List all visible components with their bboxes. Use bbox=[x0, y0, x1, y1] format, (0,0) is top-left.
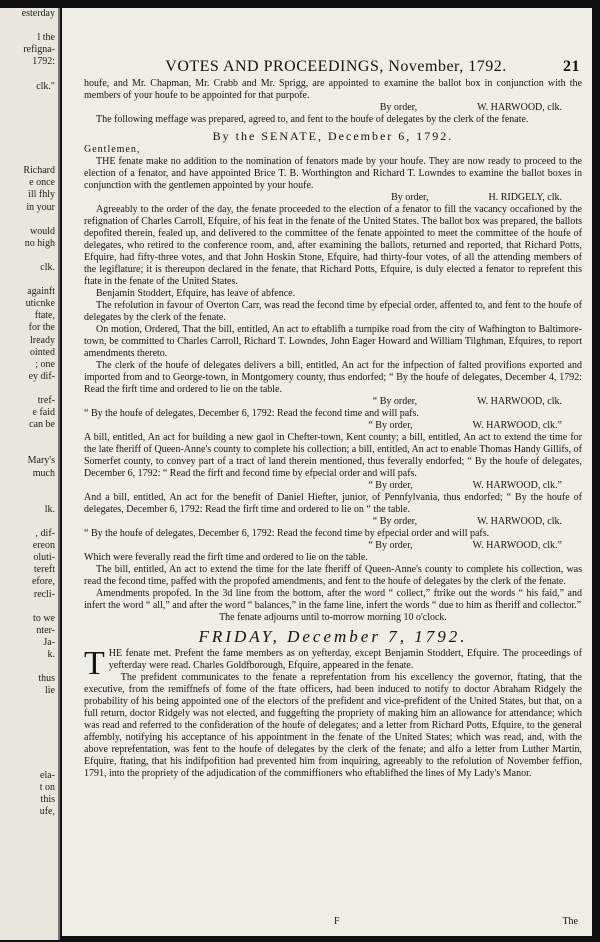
prev-page-fragment: ereon bbox=[32, 540, 55, 552]
signature-name: W. HARWOOD, clk.” bbox=[472, 540, 562, 551]
section-heading: By the SENATE, December 6, 1792. bbox=[212, 129, 454, 143]
prev-page-fragment: much bbox=[32, 467, 55, 479]
adjournment-line: The fenate adjourns until to-morrow morning 10 o'clock. bbox=[219, 612, 447, 623]
prev-page-fragment: Ja- bbox=[43, 636, 55, 648]
paragraph: THE fenate make no addition to the nomination of fenators made by your houfe. They are now ready to proceed to the election of a fenator, and have appointed Brice T. B. Worthington and Richard T. Lowndes to examine the ballot boxes in conjunction with the gentlemen appointed by your houfe. bbox=[84, 156, 582, 191]
day-heading: FRIDAY, December 7, 1792. bbox=[198, 627, 468, 646]
prev-page-fragment bbox=[0, 516, 58, 528]
prev-page-fragment: lready bbox=[30, 334, 55, 346]
prev-page-fragment: k. bbox=[47, 648, 55, 660]
prev-page-fragment bbox=[0, 697, 58, 709]
paragraph: And a bill, entitled, An act for the benefit of Daniel Hiefter, junior, of Pennfylvania, thus endorfed; “ By the houfe of delegates, December 6, 1792: Read the firft time and ordered to lie on “ the table. bbox=[84, 492, 582, 515]
prev-page-fragment: clk. bbox=[40, 261, 55, 273]
signature-label: By order, bbox=[391, 192, 429, 203]
prev-page-fragment: oluti- bbox=[33, 552, 55, 564]
paragraph: The bill, entitled, An act to extend the time for the late fheriff of Queen-Anne's county to complete his collection, was read the fecond time, paffed with the propofed amendments, and fent to the houfe of delegates by the clerk of the fenate. bbox=[84, 564, 582, 587]
page-number: 21 bbox=[563, 58, 580, 75]
prev-page-fragment: refigna- bbox=[23, 44, 55, 56]
prev-page-fragment: thus bbox=[38, 673, 55, 685]
prev-page-fragment: ; one bbox=[35, 358, 55, 370]
prev-page-fragment: no high bbox=[24, 237, 55, 249]
signature-label: “ By order, bbox=[372, 396, 418, 407]
catchword: The bbox=[562, 916, 578, 927]
prev-page-fragment bbox=[0, 492, 58, 504]
prev-page-fragment: this bbox=[40, 794, 55, 806]
signature-label: “ By order, bbox=[368, 540, 413, 551]
prev-page-fragment bbox=[0, 746, 58, 758]
signature-label: “ By order, bbox=[372, 516, 418, 527]
salutation: Gentlemen, bbox=[84, 144, 141, 155]
prev-page-fragment bbox=[0, 722, 58, 734]
signature-name: W. HARWOOD, clk. bbox=[477, 516, 562, 527]
signature-name: W. HARWOOD, clk. bbox=[477, 102, 562, 113]
signature-label: “ By order, bbox=[368, 420, 413, 431]
prev-page-fragment: would bbox=[30, 225, 55, 237]
prev-page-fragment: , dif- bbox=[35, 528, 55, 540]
paragraph: The clerk of the houfe of delegates delivers a bill, entitled, An act for the infpection of falted provifions exported and imported from and to George-town, in Montgomery county, thus endorfed; “ By the houfe of delegates, December 4, 1792: Read the firft time and ordered to lie on the table. bbox=[84, 360, 582, 395]
prev-page-fragment bbox=[0, 129, 58, 141]
prev-page-fragment bbox=[0, 661, 58, 673]
prev-page-fragment: e once bbox=[29, 177, 55, 189]
signature-name: W. HARWOOD, clk.” bbox=[472, 480, 562, 491]
prev-page-fragment bbox=[0, 601, 58, 613]
prev-page-fragment bbox=[0, 105, 58, 117]
signature-line bbox=[84, 192, 582, 204]
prev-page-fragment: clk." bbox=[36, 80, 55, 92]
signature-line bbox=[84, 540, 582, 552]
prev-page-fragment bbox=[0, 153, 58, 165]
paragraph: A bill, entitled, An act for building a new gaol in Chefter-town, Kent county; a bill, entitled, An act to extend the time for the late fheriff of Queen-Anne's county to complete his collection; a bill, entitled, An act to enable Thomas Handy Gillifs, of Somerfet county, to convey part of a tract of land therein mentioned, thus feverally endorfed; “ By the houfe of delegates, December 6, 1792: “ Read the firft and fecond time by efpecial order and will pafs. bbox=[84, 432, 582, 479]
prev-page-fragment bbox=[0, 214, 58, 226]
paragraph: Benjamin Stoddert, Efquire, has leave of abfence. bbox=[96, 288, 296, 299]
prev-page-fragment bbox=[0, 250, 58, 262]
signature-line bbox=[84, 420, 582, 432]
prev-page-fragment: ointed bbox=[30, 346, 55, 358]
prev-page-fragment: ill fhly bbox=[28, 189, 55, 201]
signature-line bbox=[84, 396, 582, 408]
signature-name: W. HARWOOD, clk. bbox=[477, 396, 562, 407]
prev-page-fragment: nter- bbox=[36, 624, 55, 636]
prev-page-fragment: l the bbox=[37, 32, 55, 44]
paragraph: The prefident communicates to the fenate a reprefentation from his excellency the governor, ftating, that the executive, from the remiffnefs of fome of the ftate officers, had been induced to notify to doctor Abraham Ridgely the probability of his being appointed one of the electors of the prefident and vice-prefident of the United States, but that, on a full return, doctor Ridgely was not elected, and fuggefting the propriety of making him an allowance for attendance; which was read and referred to the confideration of the houfe of delegates; and a letter from Richard Potts, Efquire, to the general affembly, notifying his acceptance of his appointment in the fenate of the United States; which was read, and, with the above reprefentation, was fent to the houfe of delegates by the clerk of the fenate; and alfo a letter from Luther Martin, Efquire, ftating, that his indifpofition had prevented him from inquiring, agreeably to the refolution of November feffion, 1791, into the propriety of the adjudication of the commiffioners who eftablifhed the lines of My Lady's Manor. bbox=[84, 672, 582, 779]
prev-page-fragment bbox=[0, 443, 58, 455]
prev-page-fragment: tereft bbox=[33, 564, 55, 576]
paragraph: “ By the houfe of delegates, December 6, 1792: Read the fecond time by efpecial order and will pafs. bbox=[84, 528, 490, 539]
prev-page-fragment bbox=[0, 68, 58, 80]
prev-page-fragment bbox=[0, 431, 58, 443]
prev-page-fragment bbox=[0, 383, 58, 395]
prev-page-fragment: efore, bbox=[31, 576, 55, 588]
prev-page-fragment: Mary's bbox=[27, 455, 55, 467]
drop-capital: T bbox=[84, 645, 105, 682]
prev-page-fragment bbox=[0, 274, 58, 286]
prev-page-fragment: t on bbox=[39, 782, 55, 793]
prev-page-fragment: esterday bbox=[21, 8, 55, 19]
document-page bbox=[62, 8, 592, 936]
prev-page-fragment bbox=[0, 758, 58, 770]
prev-page-fragment bbox=[0, 117, 58, 129]
signature-mark: F bbox=[334, 916, 340, 927]
prev-page-fragment bbox=[0, 93, 58, 105]
prev-page-fragment: uticnke bbox=[25, 298, 55, 310]
prev-page-fragment: ftate, bbox=[34, 310, 55, 322]
prev-page-fragment: Richard bbox=[23, 165, 55, 177]
prev-page-fragment bbox=[0, 709, 58, 721]
paragraph: The refolution in favour of Overton Carr, was read the fecond time by efpecial order, affented to, and fent to the houfe of delegates by the clerk of the fenate. bbox=[84, 300, 582, 323]
prev-page-fragment bbox=[0, 734, 58, 746]
paragraph: “ By the houfe of delegates, December 6, 1792: Read the fecond time and will pafs. bbox=[84, 408, 419, 419]
signature-name: W. HARWOOD, clk.” bbox=[472, 420, 562, 431]
signature-line bbox=[84, 102, 582, 114]
prev-page-fragment bbox=[0, 20, 58, 32]
paragraph: Agreeably to the order of the day, the fenate proceeded to the election of a fenator to fill the vacancy occafioned by the refignation of Charles Carroll, Efquire, of his feat in the fenate of the United States. The ballot box was prepared, the ballots depofited therein, fealed up, and delivered to the committee of the fenate appointed to meet the committee of the houfe of delegates, who retired to the conference room, and, after examining the ballots, returned and reported, that Richard Potts, Efquire, had fifty-three votes, and that John Hoskin Stone, Efquire, had thirty-four votes, of all the attending members of the legiflature; it is thereupon declared in the fenate, that Richard Potts, Efquire, is duly elected a fenator to reprefent this ftate in the fenate of the United States. bbox=[84, 204, 582, 287]
signature-line bbox=[84, 480, 582, 492]
prev-page-fragment: for the bbox=[28, 322, 55, 334]
prev-page-fragment: ey dif- bbox=[28, 370, 55, 382]
prev-page-fragment: can be bbox=[29, 419, 55, 431]
previous-page-edge bbox=[0, 8, 60, 940]
paragraph: houfe, and Mr. Chapman, Mr. Crabb and Mr. Sprigg, are appointed to examine the ballot box in conjunction with the members of your houfe to be appointed for that purpofe. bbox=[84, 78, 582, 101]
paragraph-text: HE fenate met. Prefent the fame members as on yefterday, except Benjamin Stoddert, Efquire. The proceedings of yefterday were read. Charles Goldfborough, Efquire, appeared in the fenate. bbox=[108, 648, 582, 671]
prev-page-fragment: lie bbox=[45, 685, 55, 697]
paragraph-with-dropcap bbox=[84, 645, 582, 682]
prev-page-fragment: tref- bbox=[37, 395, 55, 406]
paragraph: On motion, Ordered, That the bill, entitled, An act to eftablifh a turnpike road from the city of Wafhington to Baltimore-town, be committed to Charles Carroll, Richard T. Lowndes, John Eager Howard and William Tilghman, Efquires, to report amendments thereto. bbox=[84, 324, 582, 359]
signature-line bbox=[84, 516, 582, 528]
paragraph: The following meffage was prepared, agreed to, and fent to the houfe of delegates by the clerk of the fenate. bbox=[96, 114, 529, 125]
prev-page-fragment bbox=[0, 480, 58, 492]
prev-page-fragment: 1792: bbox=[32, 56, 55, 68]
paragraph: Which were feverally read the firft time and ordered to lie on the table. bbox=[84, 552, 368, 563]
prev-page-fragment: againft bbox=[27, 286, 55, 298]
signature-label: By order, bbox=[379, 102, 418, 113]
signature-name: H. RIDGELY, clk. bbox=[488, 192, 562, 203]
prev-page-fragment: ela- bbox=[40, 769, 55, 781]
prev-page-fragment: e faid bbox=[32, 407, 55, 419]
prev-page-fragment: lk. bbox=[44, 503, 55, 515]
prev-page-fragment: in your bbox=[26, 201, 55, 213]
prev-page-fragment: recli- bbox=[33, 588, 55, 600]
document-body bbox=[84, 78, 582, 780]
prev-page-fragment: to we bbox=[33, 612, 55, 624]
prev-page-fragment bbox=[0, 141, 58, 153]
paragraph: Amendments propofed. In the 3d line from the bottom, after the word “ collect,” ftrike out the words “ his faid,” and infert the word “ all,” and after the word “ balances,” in the fame line, infert the words “ due to him as fheriff and collector.” bbox=[84, 588, 582, 611]
prev-page-fragment: ufe, bbox=[39, 806, 55, 818]
signature-label: “ By order, bbox=[368, 480, 413, 491]
running-title: VOTES AND PROCEEDINGS, November, 1792. bbox=[165, 58, 507, 75]
